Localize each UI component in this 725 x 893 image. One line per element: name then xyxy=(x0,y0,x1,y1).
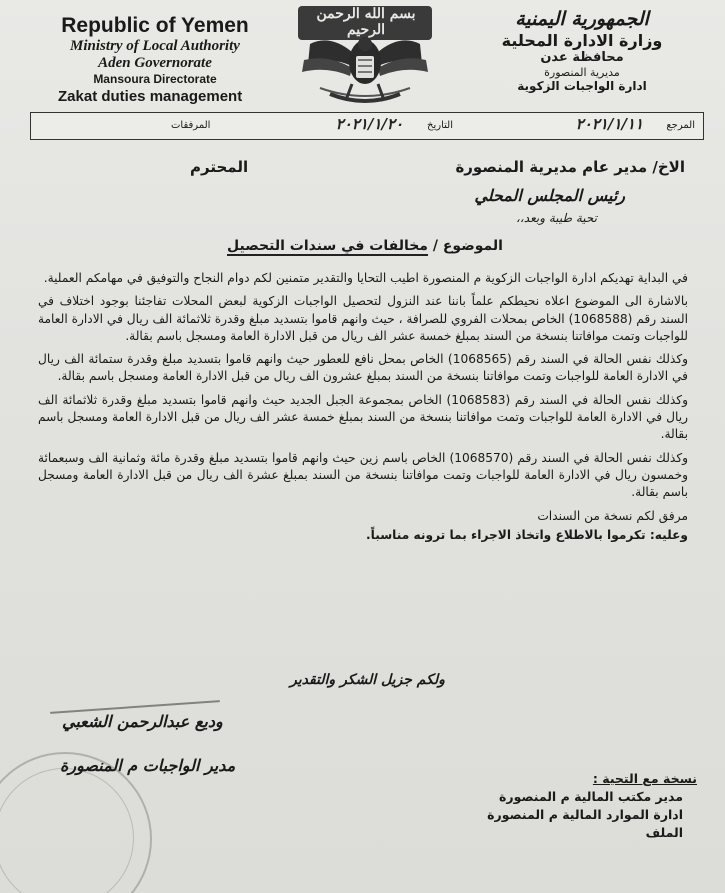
letterhead-department: Zakat duties management xyxy=(58,88,243,106)
cc-item: مدير مكتب المالية م المنصورة xyxy=(499,789,683,804)
action-note: وعليه: تكرموا بالاطلاع واتخاذ الاجراء بما ترونه مناسباً. xyxy=(366,527,688,542)
letterhead-ar-country: الجمهورية اليمنية xyxy=(515,8,649,30)
ref-number: ٢٠٢١/١/١١ xyxy=(575,115,643,133)
letterhead-ar-department: ادارة الواجبات الزكوية xyxy=(517,78,647,93)
letterhead-ar-directorate: مديرية المنصورة xyxy=(544,65,620,79)
date-value: ٢٠٢١/١/٢٠ xyxy=(335,115,403,133)
letterhead-english xyxy=(40,14,270,106)
body-paragraph: بالاشارة الى الموضوع اعلاه نحيطكم علماً باننا عند النزول لتحصيل الواجبات الزكوية لبعض المحلات تفاجئنا بوجود اختلاف في السند رقم (1068588) الخاص بمحلات الفروي للصرافة ، حيث وانهم قاموا بتسديد مبلغ وقدرة ثلاثمائة الف ريال في الادارة العامة للواجبات وتمت موافاتنا بنسخة من السند بمبلغ خمسة عشر الف ريال من قبل الادارة العامة ومسجل باسم بقالة. xyxy=(38,294,689,343)
body-paragraph: وكذلك نفس الحالة في السند رقم (1068583) الخاص بمجموعة الجبل الجديد حيث وانهم قاموا بتسديد مبلغ وقدرة ثلاثمائة الف ريال في الادارة العامة للواجبات وتمت موافاتنا بنسخة من السند بمبلغ خمسة عشر الف ريال من قبل الادارة العامة ومسجل باسم بقالة. xyxy=(38,392,688,442)
closing-remark: ولكم جزيل الشكر والتقدير xyxy=(290,672,445,688)
letterhead-governorate: Aden Governorate xyxy=(98,55,212,72)
subject-label: الموضوع / xyxy=(432,238,503,254)
signatory-name: وديع عبدالرحمن الشعبي xyxy=(62,712,223,731)
cc-item: ادارة الموارد المالية م المنصورة xyxy=(487,807,683,822)
date-label: التاريخ xyxy=(427,120,453,131)
greeting: تحية طيبة وبعد،، xyxy=(516,211,597,225)
attachments-label: المرفقات xyxy=(171,120,211,131)
letterhead-ar-governorate: محافظة عدن xyxy=(540,49,624,65)
cc-item: الملف xyxy=(645,825,683,840)
letterhead-ar-ministry: وزارة الادارة المحلية xyxy=(501,30,663,50)
signatory-title: مدير الواجبات م المنصورة xyxy=(60,756,236,775)
attachment-note: مرفق لكم نسخة من السندات xyxy=(537,508,688,523)
recipient-line: الاخ/ مدير عام مديرية المنصورة xyxy=(455,158,685,176)
letterhead-country: Republic of Yemen xyxy=(61,14,249,37)
basmala-calligraphy: بسم الله الرحمن الرحيم xyxy=(316,6,416,38)
body-paragraph: وكذلك نفس الحالة في السند رقم (1068565) الخاص بمحل نافع للعطور حيث وانهم قاموا بتسديد مبلغ وقدرة ستمائة الف ريال في الادارة العامة للواجبات وتمت موافاتنا بنسخة من السند بمبلغ عشرون الف ريال من قبل الادارة العامة ومسجل باسم بقالة. xyxy=(38,352,689,384)
subject-text: مخالفات في سندات التحصيل xyxy=(227,238,428,254)
letterhead-directorate: Mansoura Directorate xyxy=(93,71,217,86)
recipient-role: رئيس المجلس المحلي xyxy=(474,186,625,205)
recipient-honorific: المحترم xyxy=(190,158,249,176)
body-paragraph: في البداية تهديكم ادارة الواجبات الزكوية م المنصورة اطيب التحايا والتقدير متمنين لكم دوام النجاح والتوفيق في مهامكم العملية. xyxy=(43,271,688,285)
subject-line xyxy=(200,238,530,254)
letterhead-arabic xyxy=(467,8,697,93)
reference-bar xyxy=(30,112,704,140)
body-paragraph: وكذلك نفس الحالة في السند رقم (1068570) الخاص باسم زين حيث وانهم قاموا بتسديد مبلغ وقدرة مائة وثمانية الف وسبعمائة وخمسون ريال في الادارة العامة للواجبات وتمت موافاتنا بنسخة من السند بمبلغ عشرة الف ريال من قبل الادارة العامة ومسجل باسم بقالة. xyxy=(38,450,689,500)
letter-body xyxy=(38,270,688,550)
carbon-copy-list xyxy=(487,770,697,842)
cc-title: نسخة مع التحية : xyxy=(592,771,697,786)
letterhead-ministry: Ministry of Local Authority xyxy=(70,38,240,55)
ref-label: المرجع xyxy=(666,120,695,131)
